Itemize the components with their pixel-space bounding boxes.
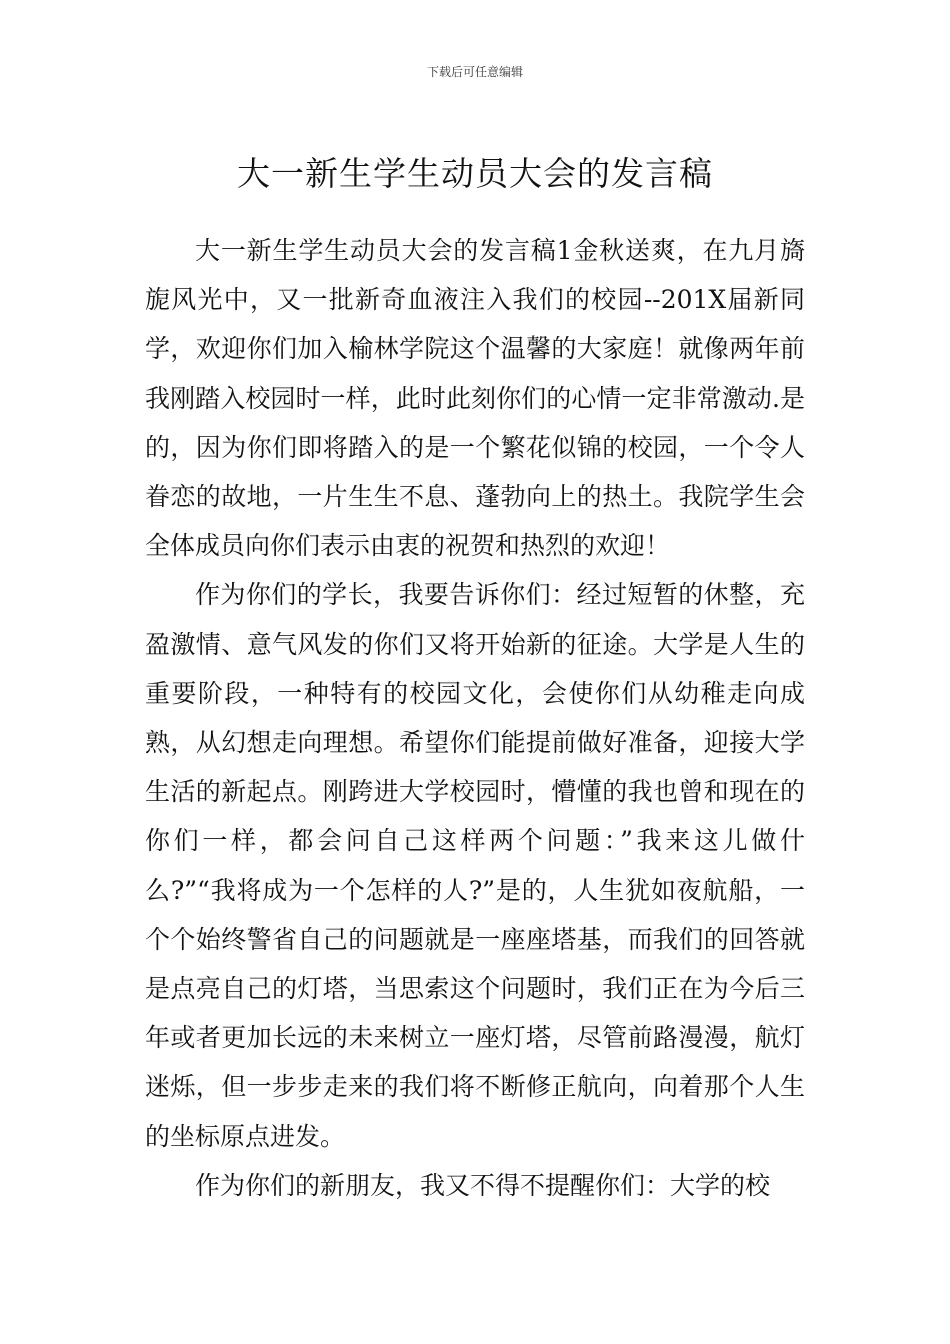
document-body: [145, 226, 805, 1210]
document-title: 大一新生学生动员大会的发言稿: [237, 154, 713, 194]
paragraph-1: 大一新生学生动员大会的发言稿1金秋送爽，在九月旖旎风光中，又一批新奇血液注入我们的校园--201X届新同学，欢迎你们加入榆林学院这个温馨的大家庭！就像两年前我刚踏入校园时一样，此时此刻你们的心情一定非常激动.是的，因为你们即将踏入的是一个繁花似锦的校园，一个令人眷恋的故地，一片生生不息、蓬勃向上的热土。我院学生会全体成员向你们表示由衷的祝贺和热烈的欢迎！: [145, 236, 805, 561]
header-note: 下载后可任意编辑: [426, 65, 523, 79]
paragraph-3: 作为你们的新朋友，我又不得不提醒你们：大学的校: [195, 1170, 771, 1200]
paragraph-2: 作为你们的学长，我要告诉你们：经过短暂的休整，充盈激情、意气风发的你们又将开始新的征途。大学是人生的重要阶段，一种特有的校园文化，会使你们从幼稚走向成熟，从幻想走向理想。希望你们能提前做好准备，迎接大学生活的新起点。刚跨进大学校园时，懵懂的我也曾和现在的你们一样，都会问自己这样两个问题：”我来这儿做什么?”“我将成为一个怎样的人?”是的，人生犹如夜航船，一个个始终警省自己的问题就是一座座塔基，而我们的回答就是点亮自己的灯塔，当思索这个问题时，我们正在为今后三年或者更加长远的未来树立一座灯塔，尽管前路漫漫，航灯迷烁，但一步步走来的我们将不断修正航向，向着那个人生的坐标原点进发。: [145, 580, 805, 1151]
